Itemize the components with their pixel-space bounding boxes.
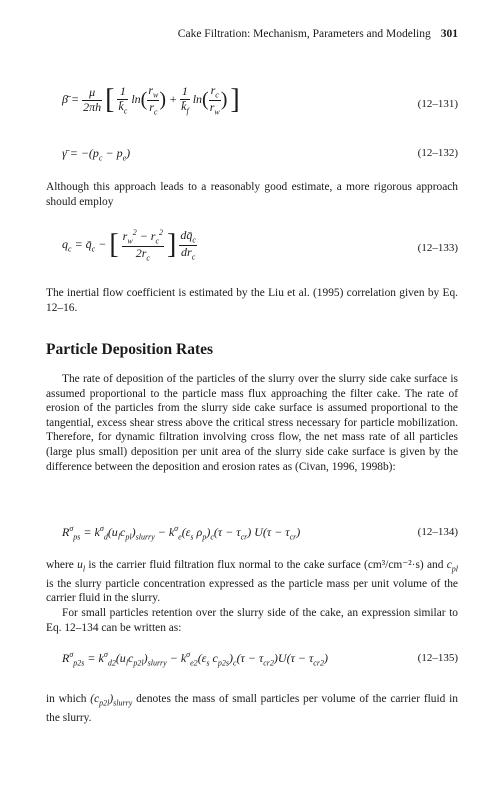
equation-expression: $q_c$ = $q̄_c$ − [ $\frac{r_w^2 - r_c^2}{2r_c}$ ] $\frac{dq̄_c}{dr_c}$ [62, 228, 196, 262]
paragraph-text: in which $(c_{p2l})_{slurry}$ denotes the mass of small particles per volume of the carrier fluid in the slurry. [46, 693, 458, 724]
running-title: Cake Filtration: Mechanism, Parameters and Modeling [177, 28, 431, 40]
equation-expression: β̄ = $\frac{\mu}{2\pi h}$ [ $\frac{1}{k̄_c}$ ln( $\frac{r_w}{r_c}$ ) + $\frac{1}{k̄_f}$ ln( $\frac{r_c}{r_w}$ ) ] [62, 83, 240, 116]
equation-12-133 [62, 226, 458, 272]
paragraph-6 [46, 692, 458, 725]
equation-number: (12–134) [417, 526, 458, 538]
page-number: 301 [440, 28, 458, 40]
equation-expression: $R^\sigma_{p2s} = k^\sigma_{d2}(u_lc_{p2l})_{slurry} - k^\sigma_{e2}(\varepsilon_s$ $c_{p2s})_c(\tau - \tau_{cr2})U(\tau - \tau_{cr2})$ [62, 650, 328, 668]
running-header [178, 28, 458, 40]
paragraph-text: For small particles retention over the slurry side of the cake, an expression similar to Eq. 12–134 can be written as: [46, 607, 458, 634]
paragraph-1 [46, 180, 458, 209]
equation-number: (12–131) [417, 98, 458, 110]
paragraph-4 [46, 558, 458, 635]
paragraph-text: Although this approach leads to a reasonably good estimate, a more rigorous approach should employ [46, 181, 458, 208]
equation-number: (12–133) [417, 242, 458, 254]
paragraph-text: The rate of deposition of the particles of the slurry over the slurry side cake surface is assumed proportional to the particle mass flux approaching the filter cake. The rate of erosion of the particles from the slurry side cake surface is assumed proportional to the tangential, excess shear stress above the critical stress necessary for particle mobilization. Therefore, for dynamic filtration involving cross flow, the net mass rate of all particles (large plus small) deposition per unit area of the slurry side cake surface is given by the difference between the deposition and erosion rates as (Civan, 1996, 1998b): [46, 373, 458, 473]
equation-12-132 [62, 146, 458, 166]
paragraph-2 [46, 286, 458, 315]
equation-12-134 [62, 524, 458, 546]
equation-12-135 [62, 650, 458, 672]
equation-12-131 [62, 82, 458, 128]
paragraph-text: The inertial flow coefficient is estimated by the Liu et al. (1995) correlation given by Eq. 12–16. [46, 287, 458, 314]
section-heading: Particle Deposition Rates [46, 341, 214, 358]
equation-expression: γ̄ = $-(p_c - p_e)$ [62, 146, 131, 163]
equation-number: (12–132) [417, 147, 458, 159]
paragraph-text: where $u_l$ is the carrier fluid filtration flux normal to the cake surface (cm³/cm⁻²·s) and $c_{pl}$ is the slurry particle concentration expressed as the particle mass per unit volume of the carrier fluid in the slurry. [46, 559, 458, 605]
equation-expression: $R^\sigma_{ps} = k^\sigma_d(u_lc_{pl})_{slurry} - k^\sigma_e(\varepsilon_s$ $\rho_p)_c(\tau - \tau_{cr})$ $U(\tau - \tau_{cr})$ [62, 524, 301, 542]
equation-number: (12–135) [417, 652, 458, 664]
paragraph-3 [46, 372, 458, 474]
